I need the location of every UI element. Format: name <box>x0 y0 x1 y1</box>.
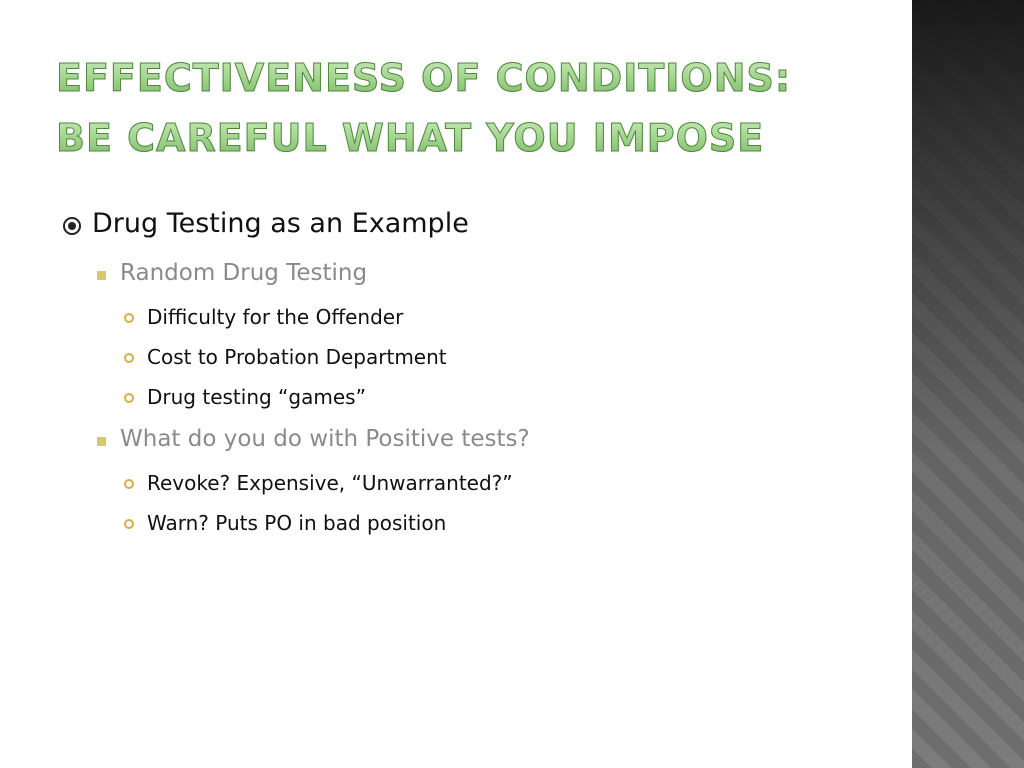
circle-target-bullet-icon <box>63 217 81 235</box>
list-item: Cost to Probation Department <box>147 345 447 369</box>
ring-bullet-icon <box>124 353 134 363</box>
list-item: Difficulty for the Offender <box>147 305 404 329</box>
bullet-drug-testing-example: Drug Testing as an Example <box>92 208 469 239</box>
decorative-side-panel <box>912 0 1024 768</box>
list-item: Drug testing “games” <box>147 385 366 409</box>
title-line-2: BE CAREFUL WHAT YOU IMPOSE <box>56 108 896 168</box>
title-line-1: EFFECTIVENESS OF CONDITIONS: <box>56 48 896 108</box>
ring-bullet-icon <box>124 393 134 403</box>
ring-bullet-icon <box>124 479 134 489</box>
ring-bullet-icon <box>124 313 134 323</box>
square-bullet-icon <box>97 271 106 280</box>
sub-bullet-positive-tests: What do you do with Positive tests? <box>120 426 530 452</box>
square-bullet-icon <box>97 437 106 446</box>
sub-bullet-random-drug-testing: Random Drug Testing <box>120 260 368 286</box>
list-item: Revoke? Expensive, “Unwarranted?” <box>147 471 513 495</box>
list-item: Warn? Puts PO in bad position <box>147 511 447 535</box>
ring-bullet-icon <box>124 519 134 529</box>
